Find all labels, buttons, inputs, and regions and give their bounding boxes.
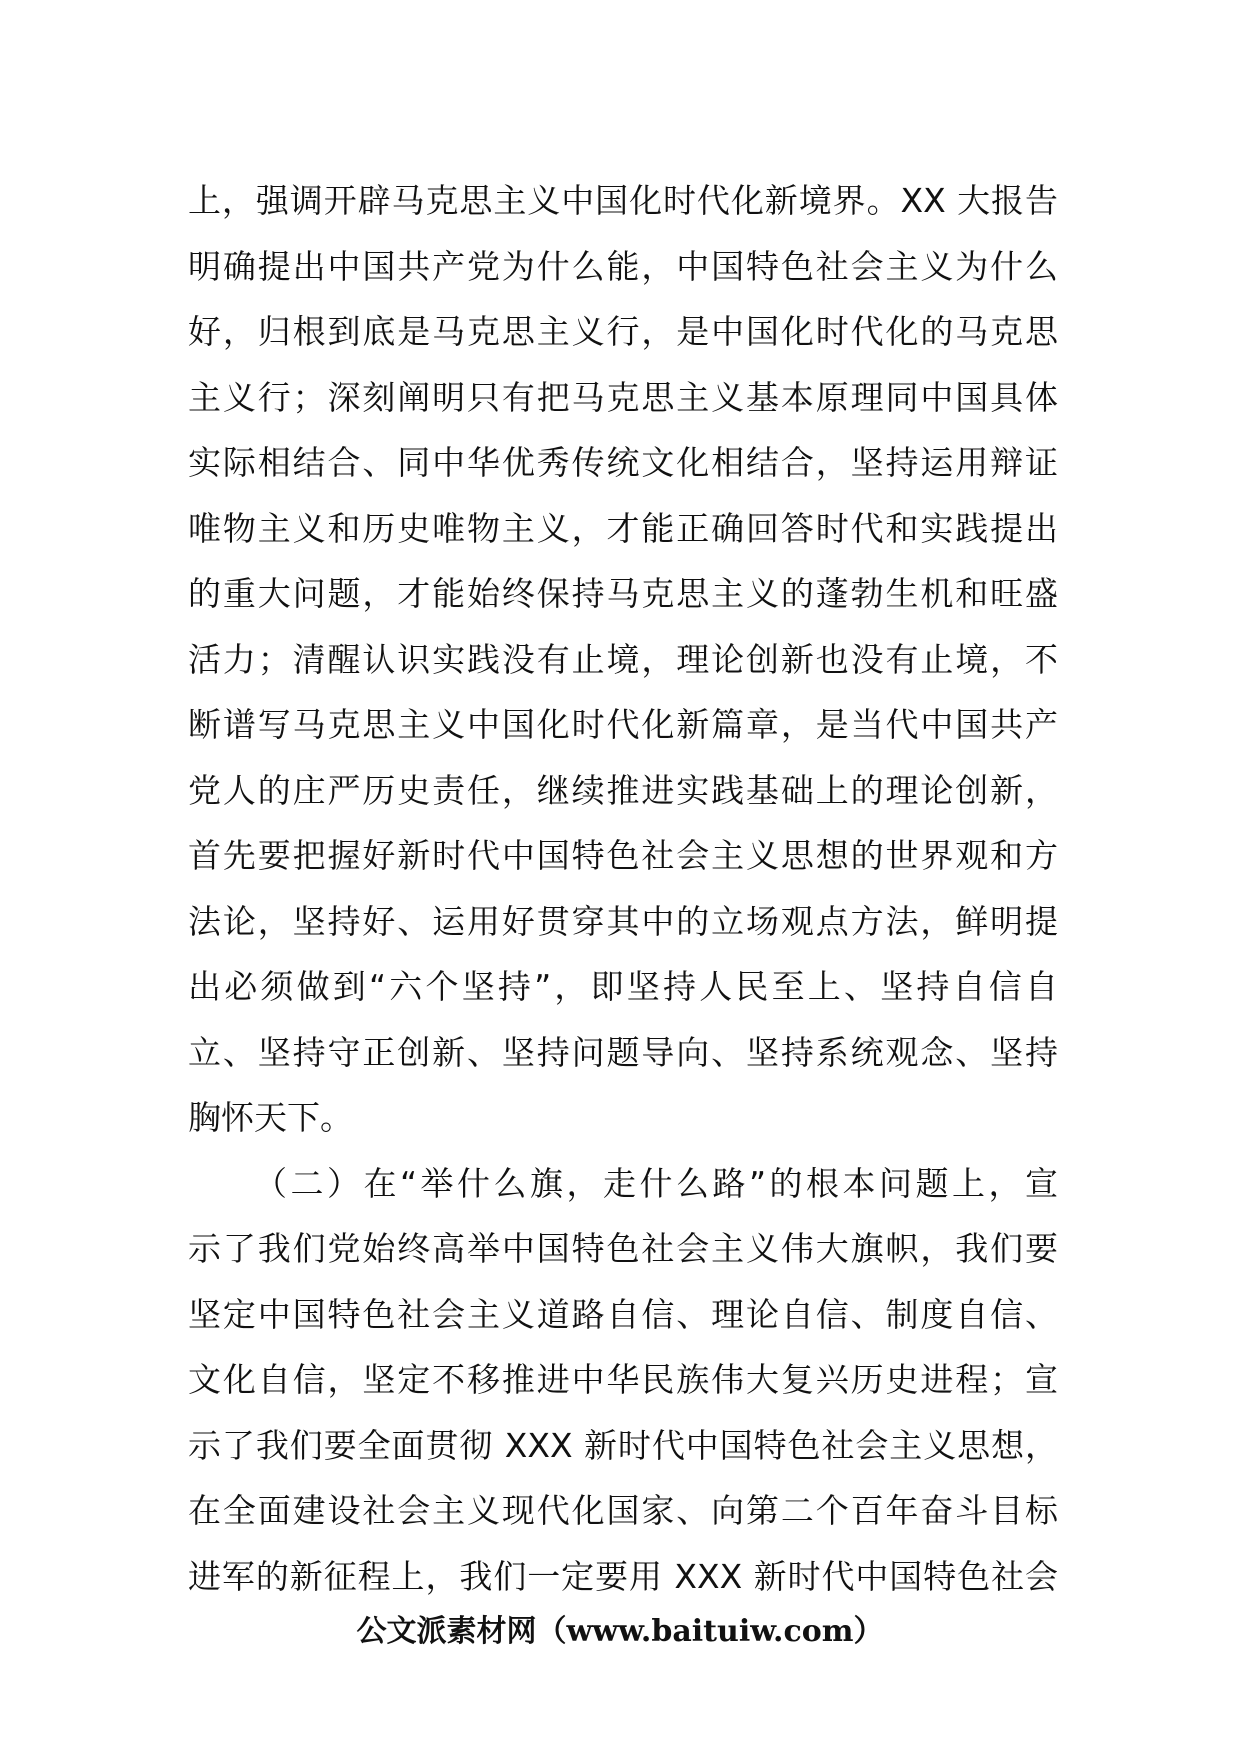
footer-watermark: 公文派素材网（www.baituiw.com） [356, 1614, 884, 1649]
text-line: 在全面建设社会主义现代化国家、向第二个百年奋斗目标 [188, 1491, 1058, 1530]
text-line: 明确提出中国共产党为什么能，中国特色社会主义为什么 [188, 246, 1058, 286]
text-line: 坚定中国特色社会主义道路自信、理论自信、制度自信、 [188, 1294, 1058, 1334]
text-line: 首先要把握好新时代中国特色社会主义思想的世界观和方 [188, 836, 1058, 875]
text-line: 胸怀天下。 [188, 1098, 353, 1137]
text-line: 进军的新征程上，我们一定要用 XXX 新时代中国特色社会 [188, 1556, 1058, 1596]
text-line: 唯物主义和历史唯物主义，才能正确回答时代和实践提出 [188, 508, 1058, 548]
text-line: （二）在“举什么旗，走什么路”的根本问题上，宣 [254, 1163, 1058, 1203]
text-line: 断谱写马克思主义中国化时代化新篇章，是当代中国共产 [188, 705, 1058, 744]
text-line: 活力；清醒认识实践没有止境，理论创新也没有止境，不 [188, 639, 1058, 679]
text-line: 立、坚持守正创新、坚持问题导向、坚持系统观念、坚持 [188, 1032, 1058, 1072]
text-line: 的重大问题，才能始终保持马克思主义的蓬勃生机和旺盛 [188, 574, 1058, 613]
text-line: 党人的庄严历史责任，继续推进实践基础上的理论创新， [188, 770, 1058, 810]
text-line: 示了我们党始终高举中国特色社会主义伟大旗帜，我们要 [188, 1229, 1058, 1268]
text-line: 文化自信，坚定不移推进中华民族伟大复兴历史进程；宣 [188, 1360, 1058, 1399]
text-line: 主义行；深刻阐明只有把马克思主义基本原理同中国具体 [188, 377, 1058, 417]
text-line: 好，归根到底是马克思主义行，是中国化时代化的马克思 [188, 312, 1058, 351]
text-line: 实际相结合、同中华优秀传统文化相结合，坚持运用辩证 [188, 443, 1058, 482]
body-text [188, 168, 1058, 1609]
text-line: 上，强调开辟马克思主义中国化时代化新境界。XX 大报告 [188, 181, 1058, 220]
text-line: 法论，坚持好、运用好贯穿其中的立场观点方法，鲜明提 [188, 901, 1058, 941]
text-line: 出必须做到“六个坚持”，即坚持人民至上、坚持自信自 [188, 967, 1058, 1006]
text-line: 示了我们要全面贯彻 XXX 新时代中国特色社会主义思想， [188, 1425, 1058, 1465]
